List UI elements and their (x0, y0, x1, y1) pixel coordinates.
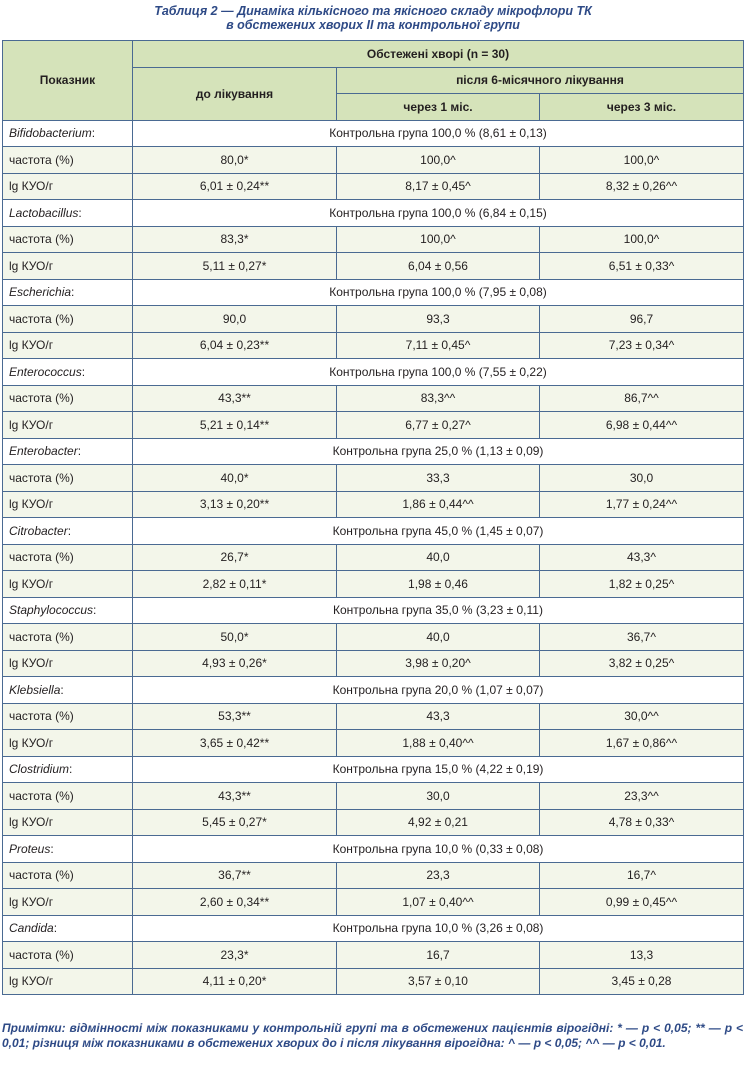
frequency-after-1-month: 40,0 (337, 624, 540, 651)
species-cell (3, 518, 133, 545)
frequency-label: частота (%) (3, 942, 133, 969)
species-cell (3, 120, 133, 147)
frequency-after-1-month: 43,3 (337, 703, 540, 730)
frequency-row (3, 624, 744, 651)
species-name: Bifidobacterium (9, 126, 92, 141)
control-group-value: Контрольна група 100,0 % (7,95 ± 0,08) (133, 279, 744, 306)
table-body (3, 120, 744, 995)
species-row (3, 200, 744, 227)
frequency-after-3-months: 100,0^ (540, 147, 744, 174)
frequency-after-3-months: 30,0^^ (540, 703, 744, 730)
species-name: Lactobacillus (9, 205, 79, 220)
lg-cfu-label: lg КУО/г (3, 730, 133, 757)
lg-cfu-after-1-month: 1,86 ± 0,44^^ (337, 491, 540, 518)
lg-cfu-label: lg КУО/г (3, 412, 133, 439)
species-row (3, 597, 744, 624)
frequency-after-3-months: 43,3^ (540, 544, 744, 571)
species-cell (3, 915, 133, 942)
frequency-after-1-month: 93,3 (337, 306, 540, 333)
species-row (3, 836, 744, 863)
frequency-after-3-months: 13,3 (540, 942, 744, 969)
frequency-after-1-month: 40,0 (337, 544, 540, 571)
species-row (3, 677, 744, 704)
lg-cfu-after-3-months: 8,32 ± 0,26^^ (540, 173, 744, 200)
frequency-before: 83,3* (133, 226, 337, 253)
frequency-row (3, 544, 744, 571)
lg-cfu-row (3, 571, 744, 598)
frequency-label: частота (%) (3, 147, 133, 174)
lg-cfu-after-3-months: 0,99 ± 0,45^^ (540, 889, 744, 916)
frequency-after-3-months: 36,7^ (540, 624, 744, 651)
frequency-before: 40,0* (133, 465, 337, 492)
frequency-before: 50,0* (133, 624, 337, 651)
lg-cfu-after-3-months: 6,98 ± 0,44^^ (540, 412, 744, 439)
lg-cfu-before: 3,65 ± 0,42** (133, 730, 337, 757)
table-note: Примітки: відмінності між показниками у контрольній групі та в обстежених пацієнтів вірогідні: * — p < 0,05; ** — p < 0,01; різниця між показниками в обстежених хворих до і після лікування вірогідна: ^ — p < 0,05; ^^ — p < 0,01. (2, 1021, 743, 1050)
frequency-row (3, 465, 744, 492)
lg-cfu-after-3-months: 3,45 ± 0,28 (540, 968, 744, 995)
frequency-before: 80,0* (133, 147, 337, 174)
header-after-treatment: після 6-місячного лікування (337, 67, 744, 94)
frequency-row (3, 226, 744, 253)
frequency-after-3-months: 23,3^^ (540, 783, 744, 810)
lg-cfu-label: lg КУО/г (3, 889, 133, 916)
lg-cfu-before: 6,01 ± 0,24** (133, 173, 337, 200)
frequency-before: 36,7** (133, 862, 337, 889)
species-cell (3, 279, 133, 306)
species-cell (3, 677, 133, 704)
control-group-value: Контрольна група 20,0 % (1,07 ± 0,07) (133, 677, 744, 704)
frequency-row (3, 306, 744, 333)
control-group-value: Контрольна група 10,0 % (3,26 ± 0,08) (133, 915, 744, 942)
frequency-after-1-month: 100,0^ (337, 226, 540, 253)
control-group-value: Контрольна група 35,0 % (3,23 ± 0,11) (133, 597, 744, 624)
frequency-before: 26,7* (133, 544, 337, 571)
lg-cfu-label: lg КУО/г (3, 650, 133, 677)
lg-cfu-after-1-month: 1,07 ± 0,40^^ (337, 889, 540, 916)
frequency-label: частота (%) (3, 465, 133, 492)
species-colon: : (77, 444, 82, 459)
header-after-1-month: через 1 міс. (337, 94, 540, 121)
species-row (3, 359, 744, 386)
frequency-row (3, 385, 744, 412)
lg-cfu-after-1-month: 1,98 ± 0,46 (337, 571, 540, 598)
frequency-row (3, 703, 744, 730)
species-colon: : (69, 762, 73, 777)
frequency-label: частота (%) (3, 306, 133, 333)
species-cell (3, 359, 133, 386)
frequency-before: 43,3** (133, 385, 337, 412)
species-colon: : (67, 523, 72, 538)
table-title-line-2: в обстежених хворих II та контрольної групи (226, 18, 520, 32)
species-name: Enterococcus (9, 364, 82, 379)
species-name: Enterobacter (9, 444, 78, 459)
lg-cfu-after-3-months: 1,67 ± 0,86^^ (540, 730, 744, 757)
frequency-before: 53,3** (133, 703, 337, 730)
lg-cfu-row (3, 889, 744, 916)
lg-cfu-before: 4,11 ± 0,20* (133, 968, 337, 995)
species-name: Proteus (9, 841, 51, 856)
frequency-label: частота (%) (3, 385, 133, 412)
lg-cfu-row (3, 809, 744, 836)
lg-cfu-after-1-month: 8,17 ± 0,45^ (337, 173, 540, 200)
lg-cfu-label: lg КУО/г (3, 809, 133, 836)
control-group-value: Контрольна група 25,0 % (1,13 ± 0,09) (133, 438, 744, 465)
lg-cfu-before: 5,11 ± 0,27* (133, 253, 337, 280)
frequency-after-1-month: 30,0 (337, 783, 540, 810)
species-row (3, 518, 744, 545)
frequency-label: частота (%) (3, 703, 133, 730)
species-row (3, 915, 744, 942)
frequency-before: 90,0 (133, 306, 337, 333)
lg-cfu-label: lg КУО/г (3, 253, 133, 280)
lg-cfu-after-3-months: 4,78 ± 0,33^ (540, 809, 744, 836)
frequency-label: частота (%) (3, 624, 133, 651)
species-name: Klebsiella (9, 682, 61, 697)
lg-cfu-before: 3,13 ± 0,20** (133, 491, 337, 518)
frequency-after-1-month: 23,3 (337, 862, 540, 889)
control-group-value: Контрольна група 100,0 % (6,84 ± 0,15) (133, 200, 744, 227)
lg-cfu-after-1-month: 3,57 ± 0,10 (337, 968, 540, 995)
frequency-after-3-months: 86,7^^ (540, 385, 744, 412)
frequency-after-3-months: 16,7^ (540, 862, 744, 889)
lg-cfu-after-1-month: 3,98 ± 0,20^ (337, 650, 540, 677)
frequency-label: частота (%) (3, 862, 133, 889)
species-cell (3, 438, 133, 465)
lg-cfu-label: lg КУО/г (3, 332, 133, 359)
lg-cfu-after-1-month: 1,88 ± 0,40^^ (337, 730, 540, 757)
species-name: Escherichia (9, 285, 72, 300)
lg-cfu-label: lg КУО/г (3, 571, 133, 598)
lg-cfu-row (3, 491, 744, 518)
species-name: Clostridium (9, 762, 70, 777)
lg-cfu-label: lg КУО/г (3, 491, 133, 518)
lg-cfu-after-3-months: 1,82 ± 0,25^ (540, 571, 744, 598)
species-name: Staphylococcus (9, 603, 94, 618)
lg-cfu-label: lg КУО/г (3, 968, 133, 995)
frequency-row (3, 783, 744, 810)
species-colon: : (71, 285, 75, 300)
lg-cfu-before: 4,93 ± 0,26* (133, 650, 337, 677)
table-title (0, 4, 746, 32)
frequency-row (3, 942, 744, 969)
control-group-value: Контрольна група 10,0 % (0,33 ± 0,08) (133, 836, 744, 863)
lg-cfu-after-1-month: 6,77 ± 0,27^ (337, 412, 540, 439)
frequency-label: частота (%) (3, 783, 133, 810)
species-colon: : (81, 364, 86, 379)
lg-cfu-before: 5,21 ± 0,14** (133, 412, 337, 439)
control-group-value: Контрольна група 15,0 % (4,22 ± 0,19) (133, 756, 744, 783)
lg-cfu-row (3, 332, 744, 359)
frequency-after-3-months: 30,0 (540, 465, 744, 492)
header-after-3-months: через 3 міс. (540, 94, 744, 121)
frequency-after-3-months: 100,0^ (540, 226, 744, 253)
species-colon: : (60, 682, 64, 697)
species-colon: : (53, 921, 58, 936)
species-colon: : (78, 205, 82, 220)
lg-cfu-row (3, 730, 744, 757)
species-colon: : (50, 841, 54, 856)
frequency-row (3, 147, 744, 174)
frequency-after-1-month: 33,3 (337, 465, 540, 492)
species-row (3, 120, 744, 147)
lg-cfu-after-3-months: 3,82 ± 0,25^ (540, 650, 744, 677)
species-cell (3, 200, 133, 227)
frequency-label: частота (%) (3, 226, 133, 253)
lg-cfu-before: 6,04 ± 0,23** (133, 332, 337, 359)
frequency-before: 43,3** (133, 783, 337, 810)
species-cell (3, 597, 133, 624)
frequency-after-3-months: 96,7 (540, 306, 744, 333)
lg-cfu-after-1-month: 6,04 ± 0,56 (337, 253, 540, 280)
frequency-row (3, 862, 744, 889)
lg-cfu-row (3, 412, 744, 439)
frequency-after-1-month: 83,3^^ (337, 385, 540, 412)
lg-cfu-before: 5,45 ± 0,27* (133, 809, 337, 836)
lg-cfu-row (3, 253, 744, 280)
lg-cfu-before: 2,82 ± 0,11* (133, 571, 337, 598)
species-row (3, 279, 744, 306)
frequency-label: частота (%) (3, 544, 133, 571)
table-title-line-1: Таблиця 2 — Динаміка кількісного та якісного складу мікрофлори ТК (154, 4, 592, 18)
lg-cfu-before: 2,60 ± 0,34** (133, 889, 337, 916)
lg-cfu-after-3-months: 6,51 ± 0,33^ (540, 253, 744, 280)
species-name: Candida (9, 921, 54, 936)
lg-cfu-after-3-months: 7,23 ± 0,34^ (540, 332, 744, 359)
lg-cfu-after-1-month: 4,92 ± 0,21 (337, 809, 540, 836)
lg-cfu-row (3, 968, 744, 995)
species-name: Citrobacter (9, 523, 68, 538)
header-indicator: Показник (3, 41, 133, 121)
species-cell (3, 836, 133, 863)
control-group-value: Контрольна група 100,0 % (8,61 ± 0,13) (133, 120, 744, 147)
species-row (3, 438, 744, 465)
microflora-table (2, 40, 744, 995)
frequency-before: 23,3* (133, 942, 337, 969)
lg-cfu-label: lg КУО/г (3, 173, 133, 200)
species-cell (3, 756, 133, 783)
species-colon: : (93, 603, 97, 618)
lg-cfu-after-1-month: 7,11 ± 0,45^ (337, 332, 540, 359)
frequency-after-1-month: 100,0^ (337, 147, 540, 174)
lg-cfu-row (3, 650, 744, 677)
species-colon: : (91, 126, 96, 141)
species-row (3, 756, 744, 783)
frequency-after-1-month: 16,7 (337, 942, 540, 969)
lg-cfu-after-3-months: 1,77 ± 0,24^^ (540, 491, 744, 518)
header-patients-group: Обстежені хворі (n = 30) (133, 41, 744, 68)
header-before-treatment: до лікування (133, 67, 337, 120)
lg-cfu-row (3, 173, 744, 200)
control-group-value: Контрольна група 100,0 % (7,55 ± 0,22) (133, 359, 744, 386)
control-group-value: Контрольна група 45,0 % (1,45 ± 0,07) (133, 518, 744, 545)
